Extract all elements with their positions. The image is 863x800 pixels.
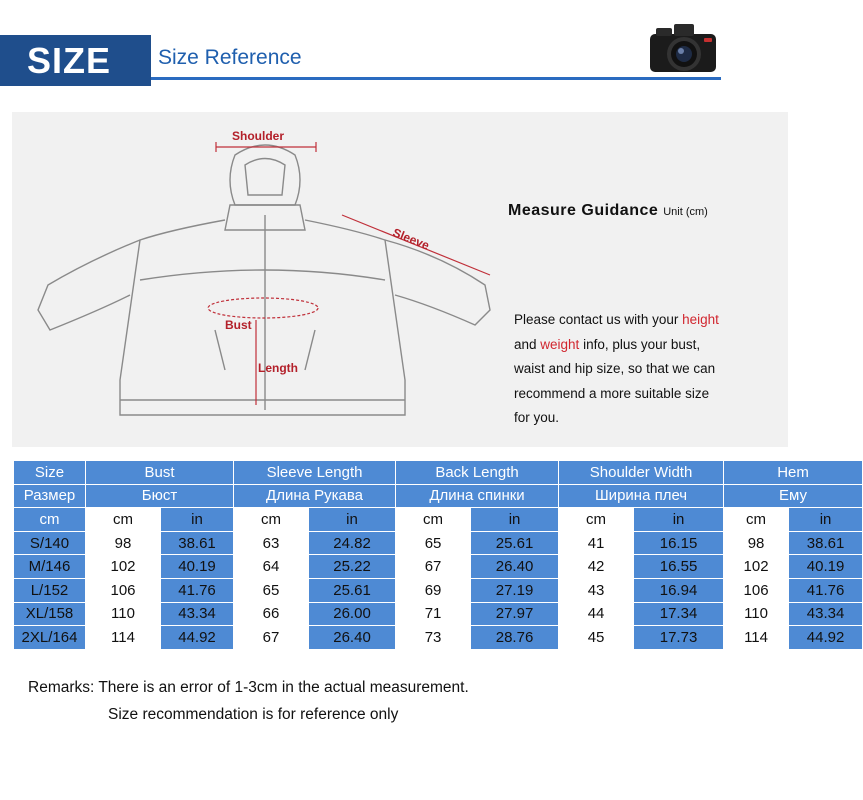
in-value: 25.22	[309, 555, 396, 579]
in-value: 26.40	[471, 555, 559, 579]
unit-in: in	[309, 508, 396, 532]
guide-line-5: for you.	[514, 410, 560, 425]
header-row-en	[14, 461, 863, 485]
cm-value: 106	[86, 578, 161, 602]
in-value: 17.34	[634, 602, 724, 626]
size-badge: SIZE	[26, 40, 111, 81]
unit-row	[14, 508, 863, 532]
table-row	[14, 531, 863, 555]
in-value: 16.15	[634, 531, 724, 555]
guide-unit: Unit (cm)	[663, 206, 708, 218]
size-cell: 2XL/164	[14, 626, 86, 650]
cm-value: 110	[86, 602, 161, 626]
table-row	[14, 578, 863, 602]
cm-value: 66	[234, 602, 309, 626]
header	[0, 0, 800, 100]
cm-value: 106	[724, 578, 789, 602]
unit-cm: cm	[86, 508, 161, 532]
remarks-line-2: Size recommendation is for reference only	[108, 706, 399, 723]
length-label: Length	[258, 361, 298, 375]
measure-guidance-title	[508, 202, 708, 220]
guide-line-1: Please contact us with your	[514, 312, 683, 327]
size-header: Size	[14, 461, 86, 485]
cm-value: 114	[86, 626, 161, 650]
header-rule	[151, 77, 721, 80]
hem-header: Hem	[724, 461, 863, 485]
unit-cm: cm	[724, 508, 789, 532]
in-value: 26.00	[309, 602, 396, 626]
size-header-ru: Размер	[14, 484, 86, 508]
shoulder-label: Shoulder	[232, 129, 285, 143]
back-length-header: Back Length	[396, 461, 559, 485]
table-row	[14, 626, 863, 650]
in-value: 44.92	[161, 626, 234, 650]
guide-text	[514, 308, 784, 431]
hem-header-ru: Ему	[724, 484, 863, 508]
in-value: 40.19	[161, 555, 234, 579]
guide-line-3: waist and hip size, so that we can	[514, 361, 716, 376]
cm-value: 98	[724, 531, 789, 555]
unit-in: in	[789, 508, 863, 532]
bust-header: Bust	[86, 461, 234, 485]
in-value: 41.76	[161, 578, 234, 602]
guide-title-text: Measure Guidance	[508, 202, 659, 219]
unit-cm: cm	[234, 508, 309, 532]
cm-value: 73	[396, 626, 471, 650]
in-value: 16.94	[634, 578, 724, 602]
back-length-header-ru: Длина спинки	[396, 484, 559, 508]
in-value: 27.97	[471, 602, 559, 626]
shoulder-header-ru: Ширина плеч	[559, 484, 724, 508]
in-value: 16.55	[634, 555, 724, 579]
cm-value: 102	[724, 555, 789, 579]
cm-value: 69	[396, 578, 471, 602]
remarks-line-1: Remarks: There is an error of 1-3cm in the actual measurement.	[28, 679, 469, 696]
unit-in: in	[634, 508, 724, 532]
in-value: 43.34	[161, 602, 234, 626]
in-value: 26.40	[309, 626, 396, 650]
cm-value: 45	[559, 626, 634, 650]
size-reference-title: Size Reference	[158, 46, 302, 69]
sleeve-header-ru: Длина Рукава	[234, 484, 396, 508]
cm-value: 102	[86, 555, 161, 579]
cm-value: 63	[234, 531, 309, 555]
cm-value: 42	[559, 555, 634, 579]
unit-cm: cm	[396, 508, 471, 532]
unit-cm: cm	[559, 508, 634, 532]
height-word: height	[682, 312, 719, 327]
camera-icon	[648, 20, 718, 76]
in-value: 28.76	[471, 626, 559, 650]
cm-value: 98	[86, 531, 161, 555]
sleeve-header: Sleeve Length	[234, 461, 396, 485]
cm-value: 64	[234, 555, 309, 579]
cm-value: 114	[724, 626, 789, 650]
bust-label: Bust	[225, 318, 252, 332]
in-value: 38.61	[161, 531, 234, 555]
cm-value: 65	[234, 578, 309, 602]
cm-value: 41	[559, 531, 634, 555]
guide-line-2b: info, plus your bust,	[579, 336, 701, 352]
header-row-ru	[14, 484, 863, 508]
cm-value: 67	[234, 626, 309, 650]
bust-header-ru: Бюст	[86, 484, 234, 508]
jacket-diagram	[20, 120, 510, 440]
in-value: 25.61	[309, 578, 396, 602]
weight-word: weight	[540, 336, 580, 352]
size-cell: XL/158	[14, 602, 86, 626]
cm-value: 43	[559, 578, 634, 602]
unit-size: cm	[14, 508, 86, 532]
guide-line-4: recommend a more suitable size	[514, 385, 710, 401]
cm-value: 44	[559, 602, 634, 626]
in-value: 27.19	[471, 578, 559, 602]
in-value: 44.92	[789, 626, 863, 650]
in-value: 25.61	[471, 531, 559, 555]
unit-in: in	[471, 508, 559, 532]
sleeve-label: Sleeve	[390, 225, 432, 253]
in-value: 43.34	[789, 602, 863, 626]
in-value: 41.76	[789, 578, 863, 602]
size-table	[13, 460, 845, 650]
size-cell: S/140	[14, 531, 86, 555]
size-cell: L/152	[14, 578, 86, 602]
in-value: 24.82	[309, 531, 396, 555]
guide-line-2a: and	[514, 336, 541, 352]
in-value: 17.73	[634, 626, 724, 650]
size-rows	[14, 531, 863, 649]
in-value: 38.61	[789, 531, 863, 555]
cm-value: 67	[396, 555, 471, 579]
cm-value: 65	[396, 531, 471, 555]
table-row	[14, 555, 863, 579]
unit-in: in	[161, 508, 234, 532]
table-row	[14, 602, 863, 626]
cm-value: 71	[396, 602, 471, 626]
shoulder-header: Shoulder Width	[559, 461, 724, 485]
size-cell: M/146	[14, 555, 86, 579]
cm-value: 110	[724, 602, 789, 626]
in-value: 40.19	[789, 555, 863, 579]
